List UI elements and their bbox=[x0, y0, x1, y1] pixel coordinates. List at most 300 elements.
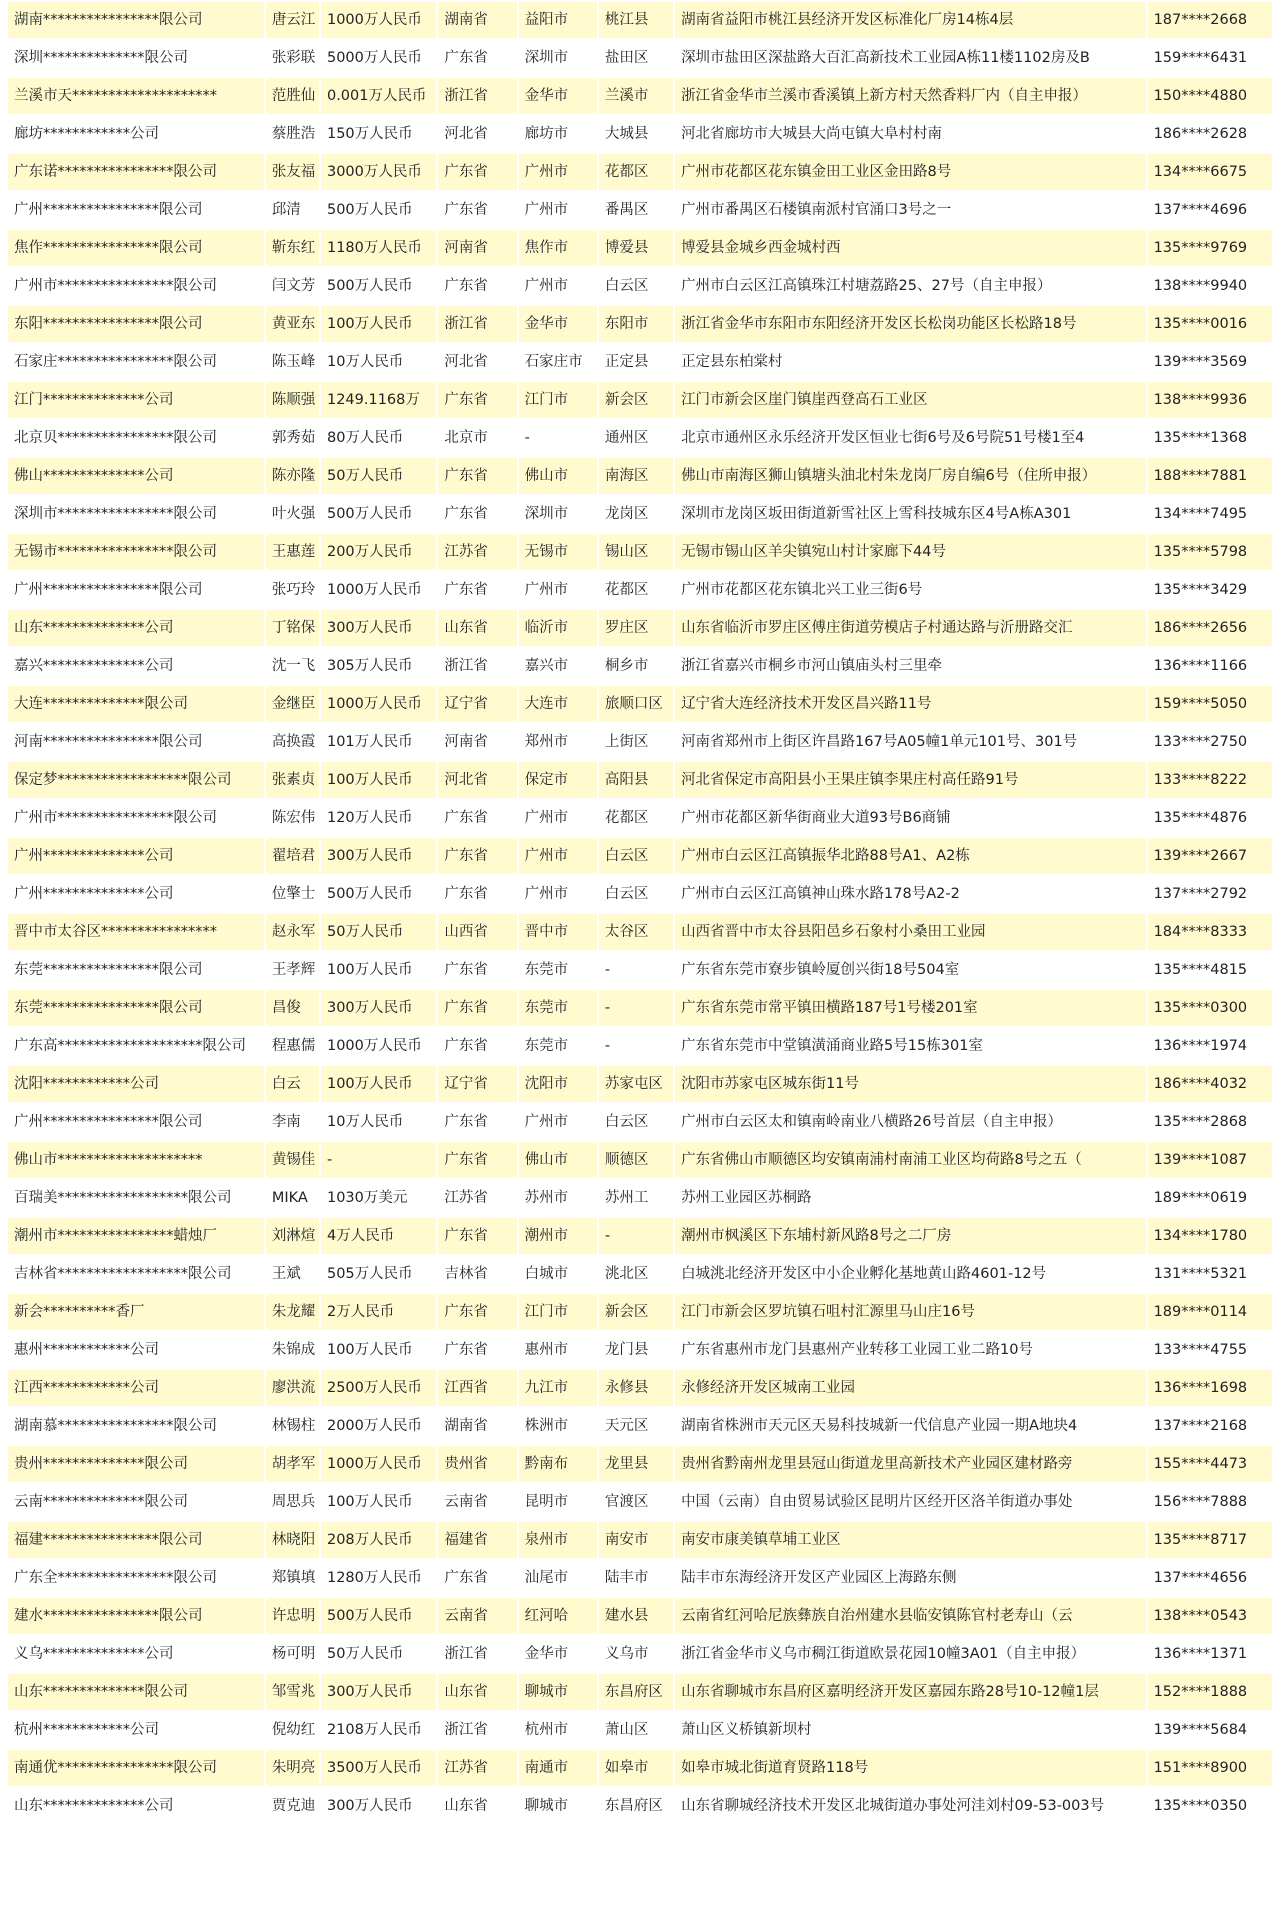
table-row bbox=[8, 1636, 1272, 1672]
phone-cell: 150****4880 bbox=[1148, 78, 1272, 114]
table-row bbox=[8, 1484, 1272, 1520]
registered-capital-cell: 150万人民币 bbox=[321, 116, 436, 152]
district-cell: 旅顺口区 bbox=[599, 686, 673, 722]
phone-cell: 186****2628 bbox=[1148, 116, 1272, 152]
phone-cell: 189****0619 bbox=[1148, 1180, 1272, 1216]
city-cell: 沈阳市 bbox=[519, 1066, 597, 1102]
district-cell: 南安市 bbox=[599, 1522, 673, 1558]
province-cell: 北京市 bbox=[438, 420, 516, 456]
table-row bbox=[8, 1750, 1272, 1786]
province-cell: 浙江省 bbox=[438, 1636, 516, 1672]
registered-capital-cell: 101万人民币 bbox=[321, 724, 436, 760]
table-row bbox=[8, 1560, 1272, 1596]
phone-cell: 136****1698 bbox=[1148, 1370, 1272, 1406]
district-cell: 白云区 bbox=[599, 1104, 673, 1140]
table-row bbox=[8, 1408, 1272, 1444]
city-cell: 黔南布 bbox=[519, 1446, 597, 1482]
province-cell: 辽宁省 bbox=[438, 1066, 516, 1102]
legal-person-cell: 张友福 bbox=[266, 154, 319, 190]
table-row bbox=[8, 914, 1272, 950]
legal-person-cell: 沈一飞 bbox=[266, 648, 319, 684]
registered-capital-cell: 500万人民币 bbox=[321, 496, 436, 532]
registered-capital-cell: 1280万人民币 bbox=[321, 1560, 436, 1596]
phone-cell: 135****0350 bbox=[1148, 1788, 1272, 1824]
company-name-cell: 佛山市******************** bbox=[8, 1142, 264, 1178]
legal-person-cell: 张彩联 bbox=[266, 40, 319, 76]
address-cell: 河北省廊坊市大城县大尚屯镇大阜村村南 bbox=[675, 116, 1146, 152]
province-cell: 广东省 bbox=[438, 838, 516, 874]
table-row bbox=[8, 838, 1272, 874]
city-cell: 郑州市 bbox=[519, 724, 597, 760]
company-name-cell: 江西************公司 bbox=[8, 1370, 264, 1406]
city-cell: 东莞市 bbox=[519, 952, 597, 988]
legal-person-cell: 范胜仙 bbox=[266, 78, 319, 114]
legal-person-cell: 闫文芳 bbox=[266, 268, 319, 304]
address-cell: 湖南省株洲市天元区天易科技城新一代信息产业园一期A地块4 bbox=[675, 1408, 1146, 1444]
district-cell: 通州区 bbox=[599, 420, 673, 456]
district-cell: 上街区 bbox=[599, 724, 673, 760]
district-cell: 白云区 bbox=[599, 838, 673, 874]
legal-person-cell: 翟培君 bbox=[266, 838, 319, 874]
company-name-cell: 新会**********香厂 bbox=[8, 1294, 264, 1330]
phone-cell: 133****4755 bbox=[1148, 1332, 1272, 1368]
address-cell: 山东省聊城经济技术开发区北城街道办事处河洼刘村09-53-003号 bbox=[675, 1788, 1146, 1824]
address-cell: 北京市通州区永乐经济开发区恒业七街6号及6号院51号楼1至4 bbox=[675, 420, 1146, 456]
company-name-cell: 山东**************公司 bbox=[8, 610, 264, 646]
table-row bbox=[8, 1142, 1272, 1178]
table-row bbox=[8, 1370, 1272, 1406]
address-cell: 萧山区义桥镇新坝村 bbox=[675, 1712, 1146, 1748]
registered-capital-cell: 50万人民币 bbox=[321, 458, 436, 494]
address-cell: 广州市番禺区石楼镇南派村官涌口3号之一 bbox=[675, 192, 1146, 228]
legal-person-cell: 位擎士 bbox=[266, 876, 319, 912]
district-cell: 白云区 bbox=[599, 268, 673, 304]
district-cell: 兰溪市 bbox=[599, 78, 673, 114]
company-name-cell: 湖南****************限公司 bbox=[8, 2, 264, 38]
legal-person-cell: 许忠明 bbox=[266, 1598, 319, 1634]
district-cell: 顺德区 bbox=[599, 1142, 673, 1178]
registered-capital-cell: 100万人民币 bbox=[321, 1484, 436, 1520]
phone-cell: 188****7881 bbox=[1148, 458, 1272, 494]
company-name-cell: 沈阳************公司 bbox=[8, 1066, 264, 1102]
legal-person-cell: 昌俊 bbox=[266, 990, 319, 1026]
district-cell: 如皋市 bbox=[599, 1750, 673, 1786]
phone-cell: 134****7495 bbox=[1148, 496, 1272, 532]
legal-person-cell: 郑镇填 bbox=[266, 1560, 319, 1596]
legal-person-cell: 唐云江 bbox=[266, 2, 319, 38]
registered-capital-cell: 1180万人民币 bbox=[321, 230, 436, 266]
province-cell: 福建省 bbox=[438, 1522, 516, 1558]
registered-capital-cell: 500万人民币 bbox=[321, 876, 436, 912]
city-cell: 广州市 bbox=[519, 192, 597, 228]
registered-capital-cell: 2500万人民币 bbox=[321, 1370, 436, 1406]
phone-cell: 186****4032 bbox=[1148, 1066, 1272, 1102]
city-cell: 深圳市 bbox=[519, 40, 597, 76]
district-cell: 苏家屯区 bbox=[599, 1066, 673, 1102]
phone-cell: 138****0543 bbox=[1148, 1598, 1272, 1634]
company-name-cell: 嘉兴**************公司 bbox=[8, 648, 264, 684]
city-cell: 晋中市 bbox=[519, 914, 597, 950]
province-cell: 河南省 bbox=[438, 230, 516, 266]
address-cell: 山东省聊城市东昌府区嘉明经济开发区嘉园东路28号10-12幢1层 bbox=[675, 1674, 1146, 1710]
company-name-cell: 佛山**************公司 bbox=[8, 458, 264, 494]
phone-cell: 137****4696 bbox=[1148, 192, 1272, 228]
province-cell: 浙江省 bbox=[438, 78, 516, 114]
city-cell: 金华市 bbox=[519, 306, 597, 342]
district-cell: 新会区 bbox=[599, 1294, 673, 1330]
company-name-cell: 惠州************公司 bbox=[8, 1332, 264, 1368]
phone-cell: 137****4656 bbox=[1148, 1560, 1272, 1596]
address-cell: 辽宁省大连经济技术开发区昌兴路11号 bbox=[675, 686, 1146, 722]
district-cell: - bbox=[599, 1218, 673, 1254]
phone-cell: 135****2868 bbox=[1148, 1104, 1272, 1140]
company-name-cell: 石家庄****************限公司 bbox=[8, 344, 264, 380]
legal-person-cell: 邱清 bbox=[266, 192, 319, 228]
city-cell: 金华市 bbox=[519, 1636, 597, 1672]
province-cell: 贵州省 bbox=[438, 1446, 516, 1482]
province-cell: 河北省 bbox=[438, 344, 516, 380]
phone-cell: 135****5798 bbox=[1148, 534, 1272, 570]
company-name-cell: 杭州************公司 bbox=[8, 1712, 264, 1748]
company-name-cell: 广东诺****************限公司 bbox=[8, 154, 264, 190]
table-row bbox=[8, 230, 1272, 266]
city-cell: 红河哈 bbox=[519, 1598, 597, 1634]
legal-person-cell: 李南 bbox=[266, 1104, 319, 1140]
table-row bbox=[8, 40, 1272, 76]
address-cell: 广州市白云区太和镇南岭南业八横路26号首层（自主申报） bbox=[675, 1104, 1146, 1140]
company-name-cell: 深圳市****************限公司 bbox=[8, 496, 264, 532]
company-name-cell: 义乌**************公司 bbox=[8, 1636, 264, 1672]
address-cell: 沈阳市苏家屯区城东街11号 bbox=[675, 1066, 1146, 1102]
company-name-cell: 江门**************公司 bbox=[8, 382, 264, 418]
district-cell: 陆丰市 bbox=[599, 1560, 673, 1596]
city-cell: 深圳市 bbox=[519, 496, 597, 532]
phone-cell: 135****0300 bbox=[1148, 990, 1272, 1026]
city-cell: 佛山市 bbox=[519, 1142, 597, 1178]
province-cell: 江苏省 bbox=[438, 1750, 516, 1786]
city-cell: 广州市 bbox=[519, 800, 597, 836]
address-cell: 深圳市龙岗区坂田街道新雪社区上雪科技城东区4号A栋A301 bbox=[675, 496, 1146, 532]
city-cell: 江门市 bbox=[519, 382, 597, 418]
legal-person-cell: 周思兵 bbox=[266, 1484, 319, 1520]
province-cell: 山东省 bbox=[438, 610, 516, 646]
address-cell: 深圳市盐田区深盐路大百汇高新技术工业园A栋11楼1102房及B bbox=[675, 40, 1146, 76]
registered-capital-cell: 300万人民币 bbox=[321, 1674, 436, 1710]
registered-capital-cell: 1249.1168万 bbox=[321, 382, 436, 418]
legal-person-cell: 朱锦成 bbox=[266, 1332, 319, 1368]
legal-person-cell: 金继臣 bbox=[266, 686, 319, 722]
registered-capital-cell: 500万人民币 bbox=[321, 268, 436, 304]
registered-capital-cell: 305万人民币 bbox=[321, 648, 436, 684]
company-name-cell: 湖南慕****************限公司 bbox=[8, 1408, 264, 1444]
registered-capital-cell: 50万人民币 bbox=[321, 1636, 436, 1672]
company-name-cell: 南通优****************限公司 bbox=[8, 1750, 264, 1786]
province-cell: 广东省 bbox=[438, 154, 516, 190]
phone-cell: 136****1166 bbox=[1148, 648, 1272, 684]
district-cell: 番禺区 bbox=[599, 192, 673, 228]
city-cell: 东莞市 bbox=[519, 1028, 597, 1064]
city-cell: 无锡市 bbox=[519, 534, 597, 570]
table-row bbox=[8, 1066, 1272, 1102]
phone-cell: 139****2667 bbox=[1148, 838, 1272, 874]
district-cell: 罗庄区 bbox=[599, 610, 673, 646]
company-name-cell: 广州**************公司 bbox=[8, 876, 264, 912]
province-cell: 广东省 bbox=[438, 268, 516, 304]
province-cell: 广东省 bbox=[438, 192, 516, 228]
table-row bbox=[8, 1674, 1272, 1710]
table-row bbox=[8, 1332, 1272, 1368]
registered-capital-cell: 80万人民币 bbox=[321, 420, 436, 456]
company-name-cell: 东莞****************限公司 bbox=[8, 952, 264, 988]
phone-cell: 139****3569 bbox=[1148, 344, 1272, 380]
address-cell: 苏州工业园区苏桐路 bbox=[675, 1180, 1146, 1216]
phone-cell: 155****4473 bbox=[1148, 1446, 1272, 1482]
city-cell: 金华市 bbox=[519, 78, 597, 114]
table-row bbox=[8, 1446, 1272, 1482]
address-cell: 白城洮北经济开发区中小企业孵化基地黄山路4601-12号 bbox=[675, 1256, 1146, 1292]
company-name-cell: 晋中市太谷区**************** bbox=[8, 914, 264, 950]
registered-capital-cell: 1000万人民币 bbox=[321, 686, 436, 722]
province-cell: 广东省 bbox=[438, 876, 516, 912]
phone-cell: 184****8333 bbox=[1148, 914, 1272, 950]
district-cell: 洮北区 bbox=[599, 1256, 673, 1292]
city-cell: 惠州市 bbox=[519, 1332, 597, 1368]
legal-person-cell: 邹雪兆 bbox=[266, 1674, 319, 1710]
district-cell: 太谷区 bbox=[599, 914, 673, 950]
province-cell: 江西省 bbox=[438, 1370, 516, 1406]
company-name-cell: 廊坊************公司 bbox=[8, 116, 264, 152]
province-cell: 广东省 bbox=[438, 572, 516, 608]
province-cell: 山西省 bbox=[438, 914, 516, 950]
city-cell: 聊城市 bbox=[519, 1788, 597, 1824]
city-cell: 潮州市 bbox=[519, 1218, 597, 1254]
table-row bbox=[8, 382, 1272, 418]
district-cell: 桃江县 bbox=[599, 2, 673, 38]
province-cell: 广东省 bbox=[438, 1332, 516, 1368]
table-row bbox=[8, 952, 1272, 988]
legal-person-cell: 胡孝军 bbox=[266, 1446, 319, 1482]
legal-person-cell: 贾克迪 bbox=[266, 1788, 319, 1824]
address-cell: 浙江省金华市兰溪市香溪镇上新方村天然香料厂内（自主申报） bbox=[675, 78, 1146, 114]
phone-cell: 135****1368 bbox=[1148, 420, 1272, 456]
city-cell: 大连市 bbox=[519, 686, 597, 722]
address-cell: 如皋市城北街道育贤路118号 bbox=[675, 1750, 1146, 1786]
company-name-cell: 广州****************限公司 bbox=[8, 572, 264, 608]
legal-person-cell: 林晓阳 bbox=[266, 1522, 319, 1558]
district-cell: 官渡区 bbox=[599, 1484, 673, 1520]
address-cell: 广州市白云区江高镇珠江村塘荔路25、27号（自主申报） bbox=[675, 268, 1146, 304]
phone-cell: 138****9936 bbox=[1148, 382, 1272, 418]
legal-person-cell: 刘淋煊 bbox=[266, 1218, 319, 1254]
phone-cell: 159****6431 bbox=[1148, 40, 1272, 76]
legal-person-cell: 朱龙耀 bbox=[266, 1294, 319, 1330]
address-cell: 云南省红河哈尼族彝族自治州建水县临安镇陈官村老寿山（云 bbox=[675, 1598, 1146, 1634]
phone-cell: 135****0016 bbox=[1148, 306, 1272, 342]
district-cell: 永修县 bbox=[599, 1370, 673, 1406]
table-row bbox=[8, 1256, 1272, 1292]
registered-capital-cell: 300万人民币 bbox=[321, 990, 436, 1026]
legal-person-cell: 朱明亮 bbox=[266, 1750, 319, 1786]
table-body bbox=[8, 2, 1272, 1824]
province-cell: 山东省 bbox=[438, 1788, 516, 1824]
legal-person-cell: 廖洪流 bbox=[266, 1370, 319, 1406]
district-cell: 天元区 bbox=[599, 1408, 673, 1444]
city-cell: 昆明市 bbox=[519, 1484, 597, 1520]
address-cell: 中国（云南）自由贸易试验区昆明片区经开区洛羊街道办事处 bbox=[675, 1484, 1146, 1520]
province-cell: 广东省 bbox=[438, 1218, 516, 1254]
phone-cell: 139****1087 bbox=[1148, 1142, 1272, 1178]
phone-cell: 135****4815 bbox=[1148, 952, 1272, 988]
phone-cell: 152****1888 bbox=[1148, 1674, 1272, 1710]
district-cell: - bbox=[599, 1028, 673, 1064]
district-cell: 龙门县 bbox=[599, 1332, 673, 1368]
registered-capital-cell: 1000万人民币 bbox=[321, 572, 436, 608]
table-row bbox=[8, 116, 1272, 152]
district-cell: 花都区 bbox=[599, 572, 673, 608]
table-row bbox=[8, 154, 1272, 190]
legal-person-cell: 王斌 bbox=[266, 1256, 319, 1292]
registered-capital-cell: 500万人民币 bbox=[321, 1598, 436, 1634]
legal-person-cell: MIKA bbox=[266, 1180, 319, 1216]
district-cell: 东阳市 bbox=[599, 306, 673, 342]
province-cell: 云南省 bbox=[438, 1484, 516, 1520]
province-cell: 广东省 bbox=[438, 800, 516, 836]
legal-person-cell: 杨可明 bbox=[266, 1636, 319, 1672]
city-cell: 广州市 bbox=[519, 154, 597, 190]
city-cell: 白城市 bbox=[519, 1256, 597, 1292]
province-cell: 云南省 bbox=[438, 1598, 516, 1634]
city-cell: 株洲市 bbox=[519, 1408, 597, 1444]
registered-capital-cell: 300万人民币 bbox=[321, 1788, 436, 1824]
address-cell: 浙江省嘉兴市桐乡市河山镇庙头村三里牵 bbox=[675, 648, 1146, 684]
registered-capital-cell: 0.001万人民币 bbox=[321, 78, 436, 114]
address-cell: 广州市白云区江高镇神山珠水路178号A2-2 bbox=[675, 876, 1146, 912]
company-name-cell: 北京贝****************限公司 bbox=[8, 420, 264, 456]
address-cell: 永修经济开发区城南工业园 bbox=[675, 1370, 1146, 1406]
phone-cell: 189****0114 bbox=[1148, 1294, 1272, 1330]
city-cell: 东莞市 bbox=[519, 990, 597, 1026]
district-cell: 苏州工 bbox=[599, 1180, 673, 1216]
address-cell: 佛山市南海区狮山镇塘头油北村朱龙岗厂房自编6号（住所申报） bbox=[675, 458, 1146, 494]
address-cell: 广东省东莞市中堂镇潢涌商业路5号15栋301室 bbox=[675, 1028, 1146, 1064]
district-cell: 义乌市 bbox=[599, 1636, 673, 1672]
city-cell: 泉州市 bbox=[519, 1522, 597, 1558]
province-cell: 广东省 bbox=[438, 990, 516, 1026]
registered-capital-cell: 1000万人民币 bbox=[321, 2, 436, 38]
table-row bbox=[8, 420, 1272, 456]
address-cell: 广州市花都区花东镇金田工业区金田路8号 bbox=[675, 154, 1146, 190]
district-cell: 锡山区 bbox=[599, 534, 673, 570]
phone-cell: 135****8717 bbox=[1148, 1522, 1272, 1558]
district-cell: 建水县 bbox=[599, 1598, 673, 1634]
company-name-cell: 云南**************限公司 bbox=[8, 1484, 264, 1520]
legal-person-cell: 王惠莲 bbox=[266, 534, 319, 570]
address-cell: 南安市康美镇草埔工业区 bbox=[675, 1522, 1146, 1558]
address-cell: 广州市花都区新华街商业大道93号B6商铺 bbox=[675, 800, 1146, 836]
district-cell: 白云区 bbox=[599, 876, 673, 912]
address-cell: 广州市花都区花东镇北兴工业三街6号 bbox=[675, 572, 1146, 608]
province-cell: 江苏省 bbox=[438, 1180, 516, 1216]
table-row bbox=[8, 496, 1272, 532]
company-table-container bbox=[6, 0, 1274, 1826]
registered-capital-cell: 505万人民币 bbox=[321, 1256, 436, 1292]
city-cell: 江门市 bbox=[519, 1294, 597, 1330]
company-name-cell: 广东全****************限公司 bbox=[8, 1560, 264, 1596]
address-cell: 广东省佛山市顺德区均安镇南浦村南浦工业区均荷路8号之五（ bbox=[675, 1142, 1146, 1178]
table-row bbox=[8, 1104, 1272, 1140]
phone-cell: 134****1780 bbox=[1148, 1218, 1272, 1254]
address-cell: 浙江省金华市东阳市东阳经济开发区长松岗功能区长松路18号 bbox=[675, 306, 1146, 342]
company-name-cell: 建水****************限公司 bbox=[8, 1598, 264, 1634]
province-cell: 辽宁省 bbox=[438, 686, 516, 722]
province-cell: 广东省 bbox=[438, 458, 516, 494]
registered-capital-cell: 208万人民币 bbox=[321, 1522, 436, 1558]
district-cell: 大城县 bbox=[599, 116, 673, 152]
registered-capital-cell: 100万人民币 bbox=[321, 762, 436, 798]
province-cell: 浙江省 bbox=[438, 306, 516, 342]
province-cell: 广东省 bbox=[438, 1560, 516, 1596]
legal-person-cell: 蔡胜浩 bbox=[266, 116, 319, 152]
company-table bbox=[6, 0, 1274, 1826]
province-cell: 山东省 bbox=[438, 1674, 516, 1710]
city-cell: 苏州市 bbox=[519, 1180, 597, 1216]
legal-person-cell: 叶火强 bbox=[266, 496, 319, 532]
phone-cell: 133****2750 bbox=[1148, 724, 1272, 760]
province-cell: 河北省 bbox=[438, 762, 516, 798]
legal-person-cell: 倪幼红 bbox=[266, 1712, 319, 1748]
table-row bbox=[8, 762, 1272, 798]
district-cell: 博爱县 bbox=[599, 230, 673, 266]
table-row bbox=[8, 990, 1272, 1026]
phone-cell: 136****1371 bbox=[1148, 1636, 1272, 1672]
registered-capital-cell: 1000万人民币 bbox=[321, 1028, 436, 1064]
province-cell: 浙江省 bbox=[438, 648, 516, 684]
city-cell: 广州市 bbox=[519, 268, 597, 304]
province-cell: 广东省 bbox=[438, 1142, 516, 1178]
city-cell: 广州市 bbox=[519, 876, 597, 912]
address-cell: 河北省保定市高阳县小王果庄镇李果庄村高任路91号 bbox=[675, 762, 1146, 798]
district-cell: 龙岗区 bbox=[599, 496, 673, 532]
company-name-cell: 贵州**************限公司 bbox=[8, 1446, 264, 1482]
province-cell: 江苏省 bbox=[438, 534, 516, 570]
company-name-cell: 广州****************限公司 bbox=[8, 1104, 264, 1140]
district-cell: 萧山区 bbox=[599, 1712, 673, 1748]
table-row bbox=[8, 1294, 1272, 1330]
legal-person-cell: 靳东红 bbox=[266, 230, 319, 266]
table-row bbox=[8, 306, 1272, 342]
table-row bbox=[8, 876, 1272, 912]
city-cell: 杭州市 bbox=[519, 1712, 597, 1748]
phone-cell: 186****2656 bbox=[1148, 610, 1272, 646]
registered-capital-cell: 5000万人民币 bbox=[321, 40, 436, 76]
legal-person-cell: 郭秀茹 bbox=[266, 420, 319, 456]
address-cell: 博爱县金城乡西金城村西 bbox=[675, 230, 1146, 266]
company-name-cell: 百瑞美******************限公司 bbox=[8, 1180, 264, 1216]
address-cell: 无锡市锡山区羊尖镇宛山村计家廊下44号 bbox=[675, 534, 1146, 570]
province-cell: 广东省 bbox=[438, 1028, 516, 1064]
registered-capital-cell: 1000万人民币 bbox=[321, 1446, 436, 1482]
legal-person-cell: 高换霞 bbox=[266, 724, 319, 760]
company-name-cell: 东阳****************限公司 bbox=[8, 306, 264, 342]
registered-capital-cell: - bbox=[321, 1142, 436, 1178]
district-cell: 南海区 bbox=[599, 458, 673, 494]
company-name-cell: 吉林省******************限公司 bbox=[8, 1256, 264, 1292]
company-name-cell: 福建****************限公司 bbox=[8, 1522, 264, 1558]
district-cell: 盐田区 bbox=[599, 40, 673, 76]
phone-cell: 151****8900 bbox=[1148, 1750, 1272, 1786]
table-row bbox=[8, 1522, 1272, 1558]
company-name-cell: 广州市****************限公司 bbox=[8, 268, 264, 304]
